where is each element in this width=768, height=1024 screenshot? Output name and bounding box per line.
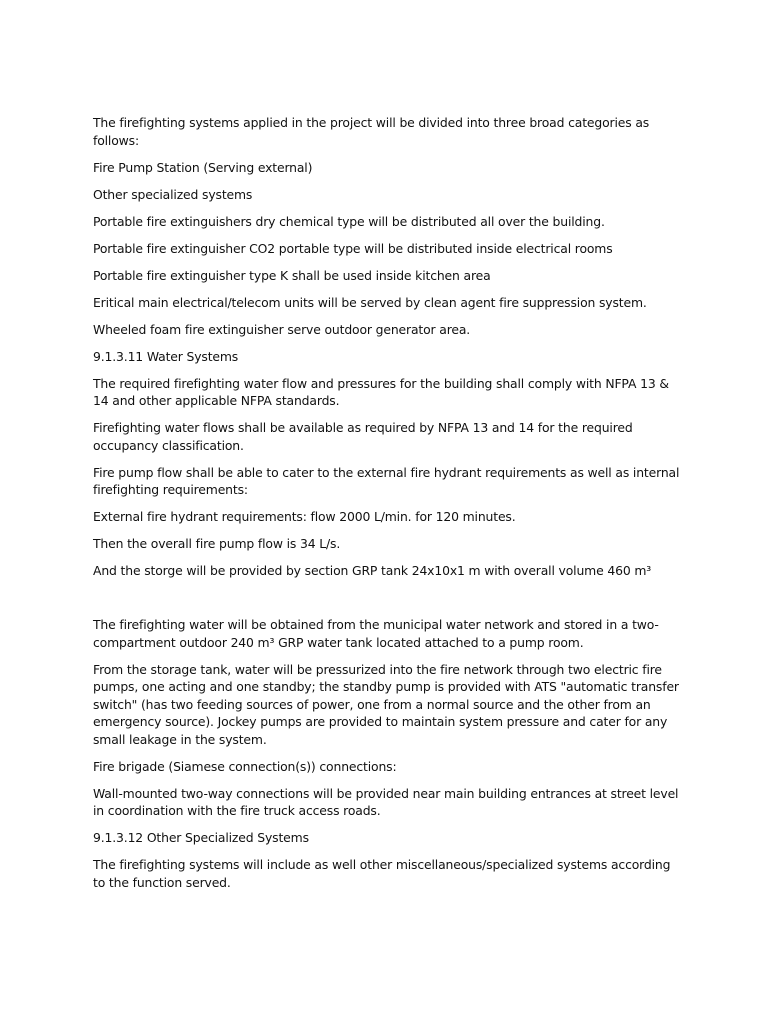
document-body xyxy=(93,114,683,901)
extinguisher-dry-chemical: Portable fire extinguishers dry chemical type will be distributed all over the building. xyxy=(93,213,605,229)
extinguisher-type-k: Portable fire extinguisher type K shall be used inside kitchen area xyxy=(93,267,491,283)
extinguisher-co2: Portable fire extinguisher CO2 portable type will be distributed inside electrical rooms xyxy=(93,240,613,256)
section-heading-other-specialized: 9.1.3.12 Other Specialized Systems xyxy=(93,830,309,845)
specialized-systems-description: The firefighting systems will include as well other miscellaneous/specialized systems according to the function served. xyxy=(93,857,671,890)
pressurization-description: From the storage tank, water will be pressurized into the fire network through two electric fire pumps, one acting and one standby; the standby pump is provided with ATS "automatic transfer switch" (has two feeding sources of power, one from a normal source and the other from an emergency source). Jockey pumps are provided to maintain system pressure and cater for any small leakage in the system. xyxy=(93,661,679,747)
storage-tank: And the storge will be provided by section GRP tank 24x10x1 m with overall volume 460 m³ xyxy=(93,563,652,578)
section-heading-water-systems: 9.1.3.11 Water Systems xyxy=(93,348,239,364)
water-flow-compliance: The required firefighting water flow and pressures for the building shall comply with NFPA 13 & 14 and other applicable NFPA standards. xyxy=(93,375,669,408)
wall-mounted-connections: Wall-mounted two-way connections will be provided near main building entrances at street level in coordination with the fire truck access roads. xyxy=(93,785,679,818)
category-other-specialized: Other specialized systems xyxy=(93,186,253,202)
fire-brigade-heading: Fire brigade (Siamese connection(s)) connections: xyxy=(93,758,397,774)
municipal-water-source: The firefighting water will be obtained from the municipal water network and stored in a two-compartment outdoor 240 m³ GRP water tank located attached to a pump room. xyxy=(93,617,659,650)
intro-paragraph: The firefighting systems applied in the project will be divided into three broad categories as follows: xyxy=(93,115,650,148)
fire-pump-flow: Fire pump flow shall be able to cater to the external fire hydrant requirements as well as internal firefighting requirements: xyxy=(93,464,680,497)
clean-agent-system: Eritical main electrical/telecom units will be served by clean agent fire suppression system. xyxy=(93,294,647,310)
water-flow-availability: Firefighting water flows shall be available as required by NFPA 13 and 14 for the required occupancy classification. xyxy=(93,420,633,453)
overall-pump-flow: Then the overall fire pump flow is 34 L/s. xyxy=(93,536,341,551)
hydrant-requirements: External fire hydrant requirements: flow 2000 L/min. for 120 minutes. xyxy=(93,509,516,524)
category-fire-pump-station: Fire Pump Station (Serving external) xyxy=(93,159,313,175)
wheeled-foam-extinguisher: Wheeled foam fire extinguisher serve outdoor generator area. xyxy=(93,321,471,337)
blank-line xyxy=(93,589,683,607)
